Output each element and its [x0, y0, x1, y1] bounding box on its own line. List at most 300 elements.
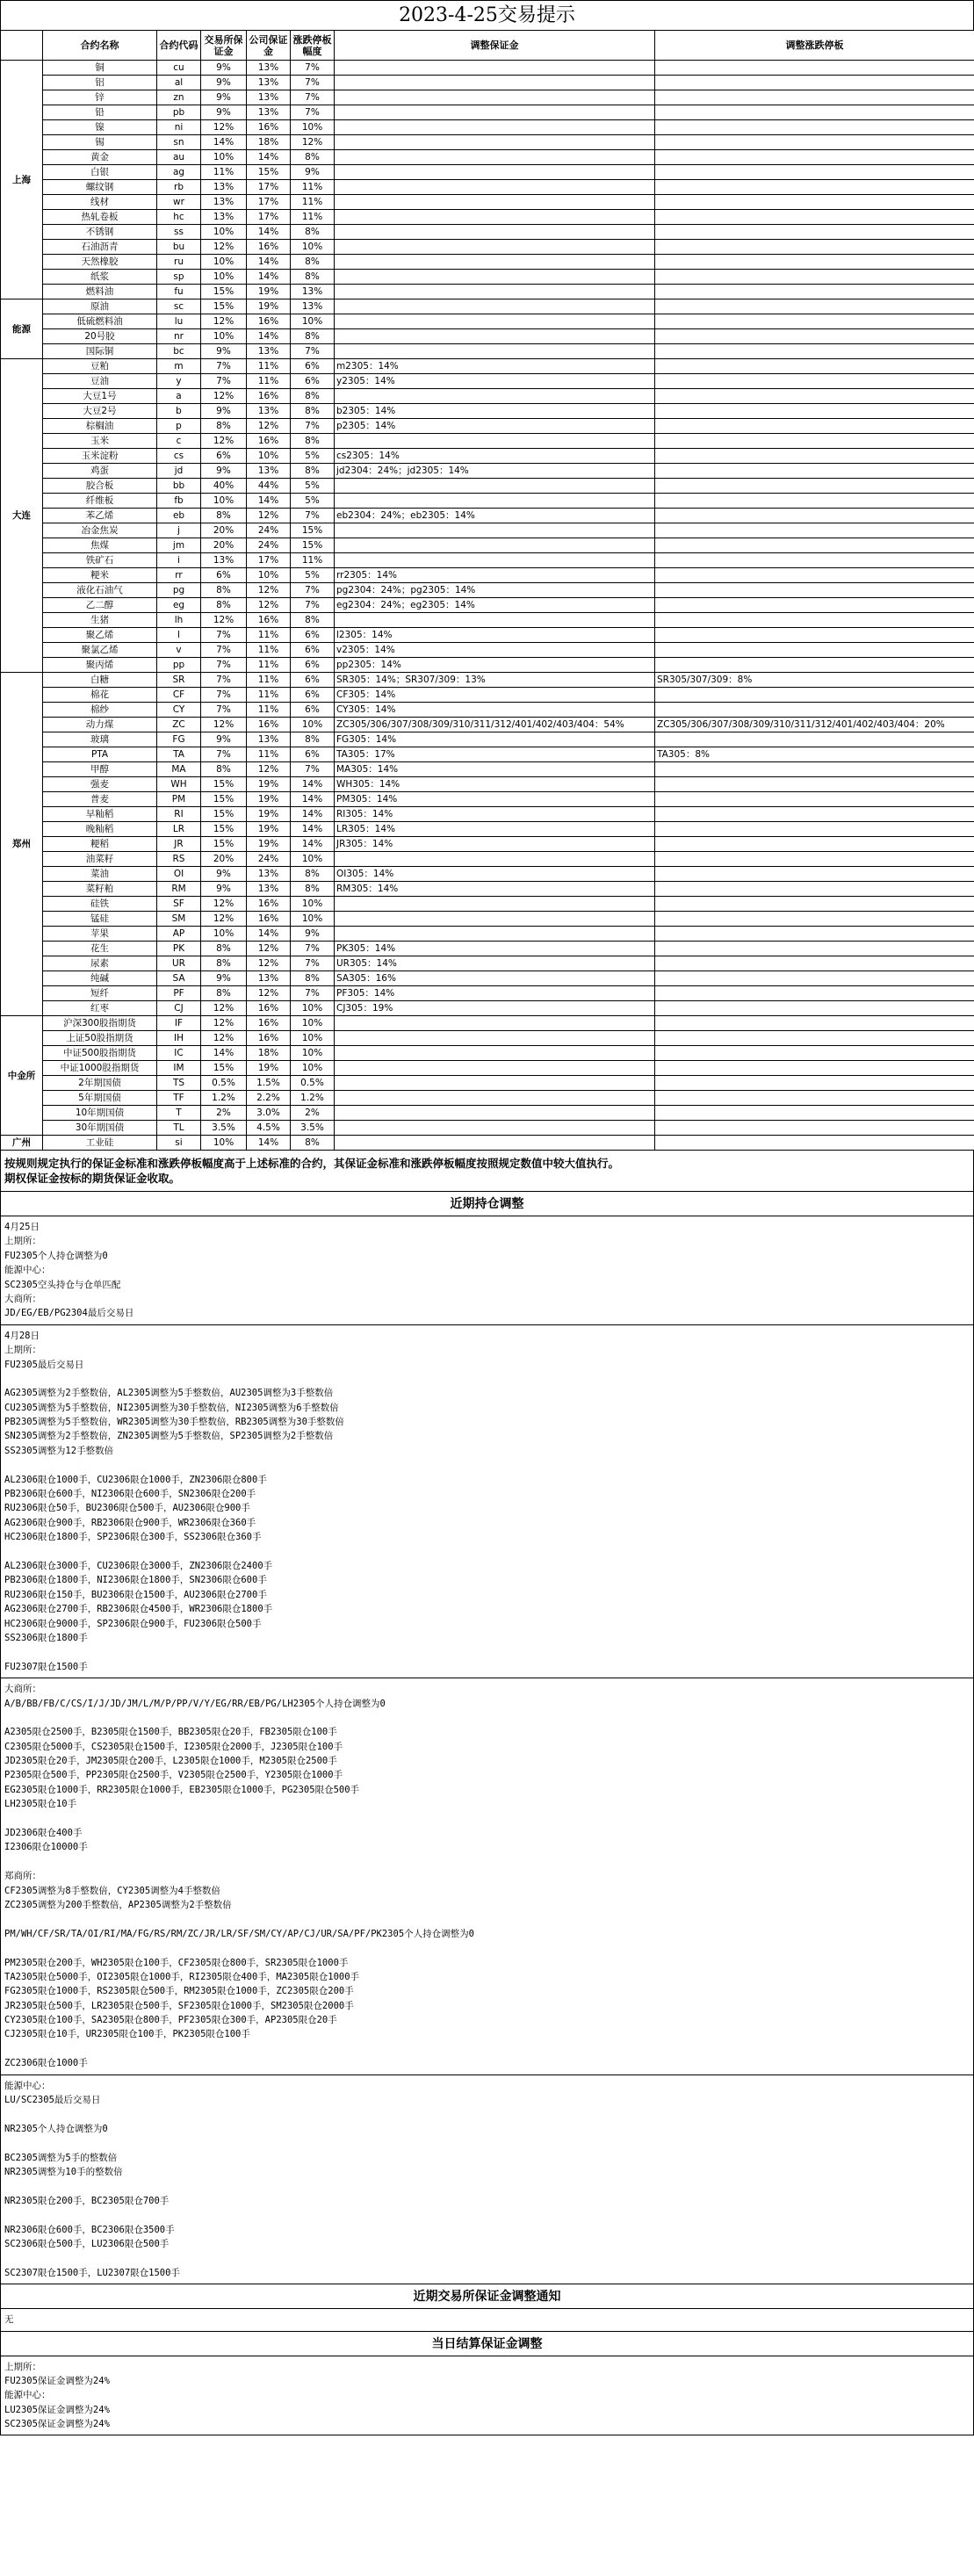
contract-code-cell: IM	[157, 1061, 201, 1076]
exchange-margin-cell: 13%	[201, 210, 247, 225]
position-line: HC2306限仓9000手，SP2306限仓900手，FU2306限仓500手	[4, 1618, 262, 1629]
contract-name-cell: 聚丙烯	[43, 658, 157, 673]
table-row	[1, 165, 974, 180]
limit-range-cell: 10%	[291, 1046, 335, 1061]
table-row	[1, 210, 974, 225]
contract-code-cell: TS	[157, 1076, 201, 1091]
limit-range-cell: 8%	[291, 732, 335, 747]
adjust-limit-cell	[655, 299, 974, 314]
exchange-margin-cell: 12%	[201, 897, 247, 912]
adjust-limit-cell	[655, 1106, 974, 1121]
limit-range-cell: 6%	[291, 688, 335, 703]
limit-range-cell: 7%	[291, 986, 335, 1001]
exchange-margin-cell: 12%	[201, 240, 247, 255]
adjust-margin-cell: CY305：14%	[335, 703, 655, 718]
company-margin-cell: 15%	[247, 165, 291, 180]
contract-code-cell: i	[157, 553, 201, 568]
adjust-limit-cell	[655, 688, 974, 703]
position-line: A2305限仓2500手，B2305限仓1500手，BB2305限仓20手，FB2305限仓100手	[4, 1727, 337, 1738]
limit-range-cell: 5%	[291, 494, 335, 509]
settle-line: FU2305保证金调整为24%	[4, 2375, 110, 2386]
limit-range-cell: 6%	[291, 643, 335, 658]
limit-range-cell: 6%	[291, 628, 335, 643]
limit-range-cell: 10%	[291, 1031, 335, 1046]
contract-code-cell: fb	[157, 494, 201, 509]
contract-name-cell: 聚氯乙烯	[43, 643, 157, 658]
exchange-margin-cell: 12%	[201, 1031, 247, 1046]
table-row	[1, 956, 974, 971]
table-row	[1, 1121, 974, 1136]
position-line	[4, 2042, 970, 2056]
contract-name-cell: 线材	[43, 195, 157, 210]
limit-range-cell: 7%	[291, 90, 335, 105]
position-line: NR2305调整为10手的整数倍	[4, 2167, 123, 2177]
position-line: SS2306限仓1800手	[4, 1632, 88, 1643]
adjust-margin-cell: cs2305：14%	[335, 449, 655, 464]
position-line: JD2305限仓20手，JM2305限仓200手，L2305限仓1000手，M2305限仓2500手	[4, 1756, 337, 1767]
contract-name-cell: 铝	[43, 76, 157, 90]
adjust-limit-cell	[655, 643, 974, 658]
position-line: P2305限仓500手，PP2305限仓2500手，V2305限仓2500手，Y2305限仓1000手	[4, 1770, 343, 1781]
position-line: TA2305限仓5000手，OI2305限仓1000手，RI2305限仓400手，MA2305限仓1000手	[4, 1971, 360, 1982]
contract-code-cell: ZC	[157, 718, 201, 732]
table-row	[1, 598, 974, 613]
limit-range-cell: 8%	[291, 150, 335, 165]
table-row	[1, 509, 974, 523]
margin-table	[0, 30, 974, 1151]
position-line: C2305限仓5000手，CS2305限仓1500手，I2305限仓2000手，J2305限仓100手	[4, 1741, 343, 1752]
adjust-limit-cell	[655, 732, 974, 747]
contract-code-cell: pp	[157, 658, 201, 673]
position-line: AL2306限仓3000手，CU2306限仓3000手，ZN2306限仓2400手	[4, 1560, 273, 1571]
exchange-margin-cell: 20%	[201, 523, 247, 538]
contract-code-cell: a	[157, 389, 201, 404]
contract-name-cell: 镍	[43, 120, 157, 135]
position-line: AG2306限仓2700手，RB2306限仓4500手，WR2306限仓1800手	[4, 1604, 273, 1615]
exchange-margin-cell: 1.2%	[201, 1091, 247, 1106]
position-line: PB2306限仓600手，NI2306限仓600手，SN2306限仓200手	[4, 1489, 256, 1500]
adjust-margin-cell	[335, 1106, 655, 1121]
adjust-margin-cell: pg2304：24%；pg2305：14%	[335, 583, 655, 598]
contract-name-cell: 花生	[43, 942, 157, 956]
table-row	[1, 344, 974, 359]
contract-name-cell: 菜油	[43, 867, 157, 882]
adjust-limit-cell	[655, 628, 974, 643]
contract-name-cell: 硅铁	[43, 897, 157, 912]
company-margin-cell: 16%	[247, 120, 291, 135]
limit-range-cell: 14%	[291, 822, 335, 837]
adjust-limit-cell	[655, 777, 974, 792]
limit-range-cell: 14%	[291, 792, 335, 807]
table-row	[1, 270, 974, 285]
contract-name-cell: 10年期国债	[43, 1106, 157, 1121]
position-line: LU/SC2305最后交易日	[4, 2095, 101, 2106]
exchange-margin-cell: 10%	[201, 150, 247, 165]
company-margin-cell: 14%	[247, 927, 291, 942]
table-row	[1, 225, 974, 240]
exchange-margin-cell: 0.5%	[201, 1076, 247, 1091]
adjust-limit-cell	[655, 389, 974, 404]
company-margin-cell: 17%	[247, 210, 291, 225]
table-row	[1, 538, 974, 553]
contract-code-cell: TA	[157, 747, 201, 762]
table-row	[1, 777, 974, 792]
company-margin-cell: 11%	[247, 628, 291, 643]
limit-range-cell: 7%	[291, 419, 335, 434]
limit-range-cell: 8%	[291, 882, 335, 897]
exchange-margin-cell: 10%	[201, 270, 247, 285]
company-margin-cell: 16%	[247, 314, 291, 329]
contract-code-cell: l	[157, 628, 201, 643]
exchange-margin-cell: 12%	[201, 434, 247, 449]
company-margin-cell: 14%	[247, 270, 291, 285]
company-margin-cell: 16%	[247, 1001, 291, 1016]
table-row	[1, 479, 974, 494]
exchange-margin-cell: 20%	[201, 538, 247, 553]
adjust-limit-cell	[655, 165, 974, 180]
contract-name-cell: 大豆1号	[43, 389, 157, 404]
exchange-margin-cell: 15%	[201, 837, 247, 852]
adjust-limit-cell	[655, 1136, 974, 1151]
position-line: SS2305调整为12手整数倍	[4, 1445, 114, 1456]
limit-range-cell: 7%	[291, 583, 335, 598]
limit-range-cell: 10%	[291, 314, 335, 329]
contract-code-cell: CY	[157, 703, 201, 718]
table-row	[1, 613, 974, 628]
position-line: ZC2305调整为200手整数倍，AP2305调整为2手整数倍	[4, 1899, 232, 1910]
position-line: FU2305个人持仓调整为0	[4, 1250, 108, 1261]
position-line: FU2305最后交易日	[4, 1359, 84, 1370]
adjust-limit-cell	[655, 852, 974, 867]
header-limit: 涨跌停板幅度	[291, 31, 335, 61]
adjust-margin-cell	[335, 90, 655, 105]
company-margin-cell: 13%	[247, 971, 291, 986]
position-line: 能源中心：	[4, 2080, 51, 2091]
limit-range-cell: 10%	[291, 897, 335, 912]
limit-range-cell: 7%	[291, 61, 335, 76]
company-margin-cell: 12%	[247, 762, 291, 777]
exchange-margin-cell: 8%	[201, 956, 247, 971]
contract-name-cell: 低硫燃料油	[43, 314, 157, 329]
exchange-margin-cell: 8%	[201, 762, 247, 777]
limit-range-cell: 8%	[291, 389, 335, 404]
contract-code-cell: bc	[157, 344, 201, 359]
table-row	[1, 1136, 974, 1151]
contract-name-cell: 焦煤	[43, 538, 157, 553]
adjust-limit-cell: SR305/307/309：8%	[655, 673, 974, 688]
position-line: CJ2305限仓10手，UR2305限仓100手，PK2305限仓100手	[4, 2029, 250, 2040]
adjust-margin-cell	[335, 165, 655, 180]
limit-range-cell: 13%	[291, 299, 335, 314]
contract-code-cell: ss	[157, 225, 201, 240]
adjust-limit-cell	[655, 434, 974, 449]
exchange-margin-cell: 12%	[201, 718, 247, 732]
company-margin-cell: 16%	[247, 897, 291, 912]
contract-name-cell: 红枣	[43, 1001, 157, 1016]
contract-name-cell: 豆油	[43, 374, 157, 389]
adjust-margin-cell	[335, 135, 655, 150]
exchange-margin-cell: 3.5%	[201, 1121, 247, 1136]
position-line: SC2307限仓1500手，LU2307限仓1500手	[4, 2267, 180, 2278]
position-line: RU2306限仓50手，BU2306限仓500手，AU2306限仓900手	[4, 1503, 250, 1514]
company-margin-cell: 16%	[247, 1031, 291, 1046]
table-row	[1, 1016, 974, 1031]
adjust-margin-cell	[335, 270, 655, 285]
table-row	[1, 732, 974, 747]
adjust-limit-cell	[655, 344, 974, 359]
adjust-margin-cell	[335, 1076, 655, 1091]
contract-name-cell: 棕榈油	[43, 419, 157, 434]
company-margin-cell: 11%	[247, 359, 291, 374]
contract-code-cell: c	[157, 434, 201, 449]
exchange-margin-cell: 7%	[201, 643, 247, 658]
company-margin-cell: 19%	[247, 299, 291, 314]
exchange-margin-cell: 9%	[201, 404, 247, 419]
contract-code-cell: ag	[157, 165, 201, 180]
table-row	[1, 822, 974, 837]
contract-code-cell: AP	[157, 927, 201, 942]
company-margin-cell: 16%	[247, 389, 291, 404]
header-adjust-margin: 调整保证金	[335, 31, 655, 61]
adjust-margin-cell: WH305：14%	[335, 777, 655, 792]
contract-code-cell: bb	[157, 479, 201, 494]
exchange-cell: 郑州	[1, 673, 43, 1016]
adjust-limit-cell	[655, 1016, 974, 1031]
adjust-limit-cell	[655, 240, 974, 255]
table-row	[1, 404, 974, 419]
contract-name-cell: 沪深300股指期货	[43, 1016, 157, 1031]
exchange-margin-cell: 10%	[201, 494, 247, 509]
contract-code-cell: SR	[157, 673, 201, 688]
contract-code-cell: SA	[157, 971, 201, 986]
limit-range-cell: 5%	[291, 449, 335, 464]
adjust-margin-cell	[335, 180, 655, 195]
adjust-limit-cell	[655, 971, 974, 986]
contract-name-cell: 2年期国债	[43, 1076, 157, 1091]
company-margin-cell: 12%	[247, 986, 291, 1001]
contract-code-cell: rb	[157, 180, 201, 195]
contract-name-cell: 晚籼稻	[43, 822, 157, 837]
contract-code-cell: sc	[157, 299, 201, 314]
table-row	[1, 897, 974, 912]
table-row	[1, 628, 974, 643]
limit-range-cell: 11%	[291, 180, 335, 195]
adjust-limit-cell	[655, 1046, 974, 1061]
contract-name-cell: 国际铜	[43, 344, 157, 359]
exchange-margin-cell: 7%	[201, 688, 247, 703]
adjust-margin-cell: eb2304：24%；eb2305：14%	[335, 509, 655, 523]
adjust-limit-cell	[655, 1076, 974, 1091]
contract-code-cell: pb	[157, 105, 201, 120]
table-row	[1, 568, 974, 583]
company-margin-cell: 18%	[247, 135, 291, 150]
adjust-margin-cell: PM305：14%	[335, 792, 655, 807]
position-line: RU2306限仓150手，BU2306限仓1500手，AU2306限仓2700手	[4, 1589, 267, 1600]
limit-range-cell: 3.5%	[291, 1121, 335, 1136]
exchange-margin-cell: 7%	[201, 703, 247, 718]
contract-code-cell: m	[157, 359, 201, 374]
position-line: NR2305个人持仓调整为0	[4, 2123, 108, 2134]
table-row	[1, 359, 974, 374]
contract-name-cell: 短纤	[43, 986, 157, 1001]
exchange-margin-cell: 10%	[201, 255, 247, 270]
adjust-limit-cell	[655, 598, 974, 613]
company-margin-cell: 1.5%	[247, 1076, 291, 1091]
adjust-margin-cell	[335, 912, 655, 927]
contract-name-cell: 纸浆	[43, 270, 157, 285]
limit-range-cell: 8%	[291, 225, 335, 240]
adjust-limit-cell	[655, 523, 974, 538]
contract-code-cell: lu	[157, 314, 201, 329]
position-line	[4, 1545, 970, 1559]
company-margin-cell: 13%	[247, 404, 291, 419]
adjust-limit-cell	[655, 837, 974, 852]
contract-name-cell: 30年期国债	[43, 1121, 157, 1136]
adjust-limit-cell	[655, 449, 974, 464]
adjust-limit-cell	[655, 1001, 974, 1016]
company-margin-cell: 14%	[247, 255, 291, 270]
exchange-margin-cell: 13%	[201, 553, 247, 568]
contract-code-cell: nr	[157, 329, 201, 344]
exchange-margin-cell: 7%	[201, 658, 247, 673]
adjust-limit-cell	[655, 255, 974, 270]
contract-code-cell: al	[157, 76, 201, 90]
position-line	[4, 1812, 970, 1826]
limit-range-cell: 2%	[291, 1106, 335, 1121]
adjust-limit-cell	[655, 538, 974, 553]
table-row	[1, 523, 974, 538]
company-margin-cell: 16%	[247, 912, 291, 927]
contract-code-cell: bu	[157, 240, 201, 255]
contract-code-cell: ru	[157, 255, 201, 270]
adjust-margin-cell	[335, 299, 655, 314]
limit-range-cell: 7%	[291, 956, 335, 971]
exchange-margin-cell: 20%	[201, 852, 247, 867]
position-line: FU2307限仓1500手	[4, 1661, 88, 1672]
company-margin-cell: 13%	[247, 464, 291, 479]
contract-code-cell: RI	[157, 807, 201, 822]
table-row	[1, 61, 974, 76]
adjust-limit-cell	[655, 553, 974, 568]
contract-code-cell: PK	[157, 942, 201, 956]
contract-code-cell: p	[157, 419, 201, 434]
exchange-cell: 中金所	[1, 1016, 43, 1136]
contract-name-cell: 石油沥青	[43, 240, 157, 255]
contract-name-cell: 生猪	[43, 613, 157, 628]
exchange-margin-cell: 10%	[201, 225, 247, 240]
contract-name-cell: 中证1000股指期货	[43, 1061, 157, 1076]
contract-name-cell: 强麦	[43, 777, 157, 792]
contract-name-cell: 铅	[43, 105, 157, 120]
contract-name-cell: 铁矿石	[43, 553, 157, 568]
contract-name-cell: 胶合板	[43, 479, 157, 494]
contract-name-cell: 粳稻	[43, 837, 157, 852]
limit-range-cell: 6%	[291, 658, 335, 673]
position-line	[4, 2107, 970, 2121]
company-margin-cell: 13%	[247, 344, 291, 359]
adjust-limit-cell	[655, 762, 974, 777]
limit-range-cell: 15%	[291, 538, 335, 553]
adjust-margin-cell	[335, 1136, 655, 1151]
adjust-limit-cell	[655, 956, 974, 971]
limit-range-cell: 7%	[291, 942, 335, 956]
exchange-margin-cell: 11%	[201, 165, 247, 180]
company-margin-cell: 19%	[247, 807, 291, 822]
position-line	[4, 1458, 970, 1472]
position-line	[4, 1912, 970, 1926]
adjust-limit-cell	[655, 882, 974, 897]
exchange-margin-cell: 9%	[201, 344, 247, 359]
limit-range-cell: 5%	[291, 568, 335, 583]
contract-name-cell: 乙二醇	[43, 598, 157, 613]
table-row	[1, 1106, 974, 1121]
exchange-margin-cell: 14%	[201, 1046, 247, 1061]
table-row	[1, 150, 974, 165]
position-line: 上期所：	[4, 1236, 41, 1247]
table-row	[1, 867, 974, 882]
contract-code-cell: wr	[157, 195, 201, 210]
contract-name-cell: 燃料油	[43, 285, 157, 299]
adjust-margin-cell: RM305：14%	[335, 882, 655, 897]
position-line	[4, 1941, 970, 1955]
table-row	[1, 494, 974, 509]
contract-name-cell: PTA	[43, 747, 157, 762]
position-line: CF2305调整为8手整数倍，CY2305调整为4手整数倍	[4, 1885, 221, 1896]
contract-name-cell: 鸡蛋	[43, 464, 157, 479]
position-line: JR2305限仓500手，LR2305限仓500手，SF2305限仓1000手，SM2305限仓2000手	[4, 2000, 354, 2011]
company-margin-cell: 16%	[247, 718, 291, 732]
contract-code-cell: au	[157, 150, 201, 165]
table-header-row	[1, 31, 974, 61]
settle-line: SC2305保证金调整为24%	[4, 2419, 110, 2430]
contract-name-cell: 玉米淀粉	[43, 449, 157, 464]
table-row	[1, 718, 974, 732]
adjust-limit-cell	[655, 105, 974, 120]
position-block	[0, 2075, 974, 2284]
contract-code-cell: pg	[157, 583, 201, 598]
company-margin-cell: 12%	[247, 583, 291, 598]
company-margin-cell: 2.2%	[247, 1091, 291, 1106]
table-row	[1, 986, 974, 1001]
exchange-margin-cell: 10%	[201, 1136, 247, 1151]
contract-name-cell: 油菜籽	[43, 852, 157, 867]
table-row	[1, 180, 974, 195]
contract-name-cell: 甲醇	[43, 762, 157, 777]
table-row	[1, 673, 974, 688]
contract-code-cell: zn	[157, 90, 201, 105]
table-row	[1, 762, 974, 777]
limit-range-cell: 10%	[291, 912, 335, 927]
table-row	[1, 643, 974, 658]
exchange-cell: 大连	[1, 359, 43, 673]
company-margin-cell: 11%	[247, 658, 291, 673]
position-line: LH2305限仓10手	[4, 1799, 77, 1810]
exchange-margin-cell: 8%	[201, 509, 247, 523]
adjust-limit-cell	[655, 509, 974, 523]
limit-range-cell: 15%	[291, 523, 335, 538]
contract-name-cell: 大豆2号	[43, 404, 157, 419]
company-margin-cell: 10%	[247, 568, 291, 583]
contract-code-cell: jm	[157, 538, 201, 553]
adjust-margin-cell	[335, 897, 655, 912]
company-margin-cell: 12%	[247, 942, 291, 956]
contract-name-cell: 锡	[43, 135, 157, 150]
contract-name-cell: 20号胶	[43, 329, 157, 344]
adjust-margin-cell	[335, 434, 655, 449]
company-margin-cell: 11%	[247, 374, 291, 389]
contract-name-cell: 苯乙烯	[43, 509, 157, 523]
company-margin-cell: 4.5%	[247, 1121, 291, 1136]
